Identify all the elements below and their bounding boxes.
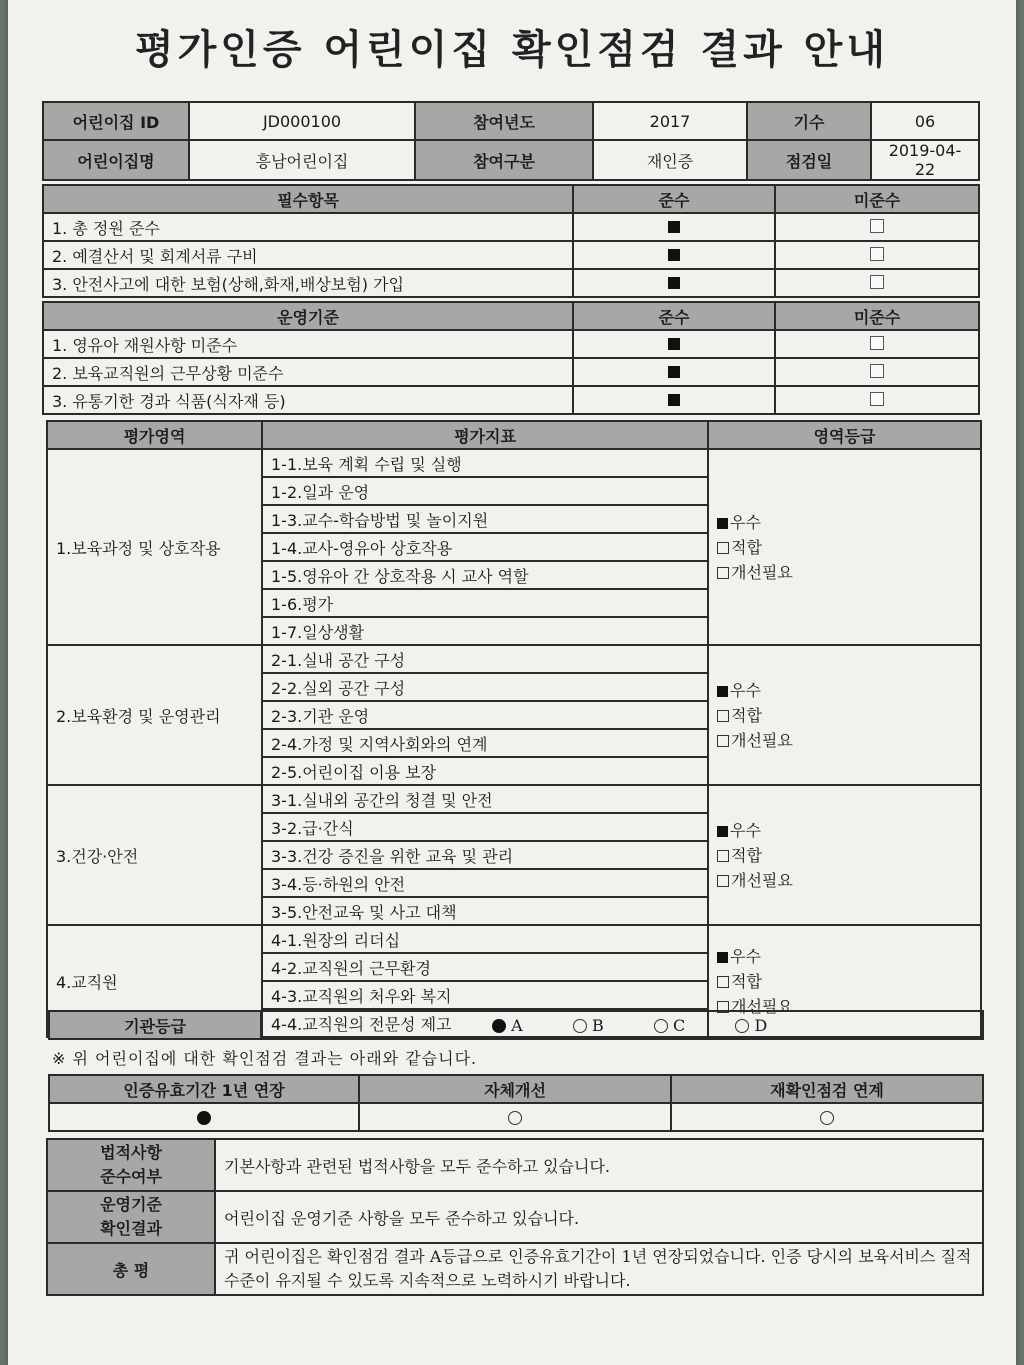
result-option-self: 자체개선 bbox=[359, 1075, 671, 1103]
empty-box-icon bbox=[870, 364, 884, 378]
grade-option: 적합 bbox=[731, 845, 762, 865]
indicator: 4-3.교직원의 처우와 복지 bbox=[262, 981, 708, 1009]
summary-label: 총 평 bbox=[47, 1243, 215, 1295]
noncomply-header: 미준수 bbox=[775, 302, 979, 330]
grade-option: 개선필요 bbox=[731, 562, 793, 582]
grade-option: 우수 bbox=[730, 680, 761, 700]
operation-standards-table bbox=[42, 301, 980, 415]
area-name: 3.건강·안전 bbox=[47, 785, 262, 925]
indicator: 1-2.일과 운영 bbox=[262, 477, 708, 505]
operation-item: 1. 영유아 재원사항 미준수 bbox=[43, 330, 573, 358]
radio-icon bbox=[735, 1019, 749, 1033]
required-item: 3. 안전사고에 대한 보험(상해,화재,배상보험) 가입 bbox=[43, 269, 573, 297]
indicator: 1-5.영유아 간 상호작용 시 교사 역할 bbox=[262, 561, 708, 589]
indicator: 2-2.실외 공간 구성 bbox=[262, 673, 708, 701]
institution-grade-table bbox=[48, 1010, 984, 1040]
grade-option: 적합 bbox=[731, 971, 762, 991]
term-label: 기수 bbox=[747, 102, 871, 140]
empty-box-icon bbox=[870, 247, 884, 261]
empty-box-icon bbox=[717, 735, 729, 747]
radio-icon bbox=[654, 1019, 668, 1033]
result-note: ※ 위 어린이집에 대한 확인점검 결과는 아래와 같습니다. bbox=[52, 1049, 478, 1068]
operation-item: 3. 유통기한 경과 식품(식자재 등) bbox=[43, 386, 573, 414]
id-label: 어린이집 ID bbox=[43, 102, 189, 140]
summary-text: 귀 어린이집은 확인점검 결과 A등급으로 인증유효기간이 1년 연장되었습니다. 인증 당시의 보육서비스 질적 수준이 유지될 수 있도록 지속적으로 노력하시기 바랍니다. bbox=[215, 1243, 983, 1295]
indicator: 2-1.실내 공간 구성 bbox=[262, 645, 708, 673]
grade-option: 우수 bbox=[730, 512, 761, 532]
empty-box-icon bbox=[870, 219, 884, 233]
grade-option: 개선필요 bbox=[731, 870, 793, 890]
operation-item: 2. 보육교직원의 근무상황 미준수 bbox=[43, 358, 573, 386]
grade-b-label: B bbox=[591, 1015, 604, 1035]
empty-box-icon bbox=[717, 875, 729, 887]
required-items-table bbox=[42, 184, 980, 298]
date-label: 점검일 bbox=[747, 140, 871, 180]
name-label: 어린이집명 bbox=[43, 140, 189, 180]
indicator: 4-4.교직원의 전문성 제고 bbox=[262, 1009, 708, 1037]
grade-option: 적합 bbox=[731, 705, 762, 725]
area-grade bbox=[708, 449, 981, 645]
grade-header: 영역등급 bbox=[708, 421, 981, 449]
empty-box-icon bbox=[717, 542, 729, 554]
indicator: 3-2.급·간식 bbox=[262, 813, 708, 841]
term-value: 06 bbox=[871, 102, 979, 140]
checked-box-icon bbox=[717, 518, 728, 529]
indicator-header: 평가지표 bbox=[262, 421, 708, 449]
summary-label: 법적사항 준수여부 bbox=[47, 1139, 215, 1191]
selected-radio-icon bbox=[197, 1111, 211, 1125]
indicator: 1-7.일상생활 bbox=[262, 617, 708, 645]
empty-box-icon bbox=[870, 392, 884, 406]
indicator: 4-2.교직원의 근무환경 bbox=[262, 953, 708, 981]
summary-table bbox=[46, 1138, 984, 1296]
empty-box-icon bbox=[717, 710, 729, 722]
noncomply-header: 미준수 bbox=[775, 185, 979, 213]
checked-box-icon bbox=[717, 952, 728, 963]
checked-box-icon bbox=[668, 249, 680, 261]
radio-icon bbox=[573, 1019, 587, 1033]
evaluation-table bbox=[46, 420, 982, 1038]
result-option-extend: 인증유효기간 1년 연장 bbox=[49, 1075, 359, 1103]
required-header: 필수항목 bbox=[43, 185, 573, 213]
name-value: 흥남어린이집 bbox=[189, 140, 415, 180]
radio-icon bbox=[508, 1111, 522, 1125]
grade-option: 우수 bbox=[730, 820, 761, 840]
empty-box-icon bbox=[870, 336, 884, 350]
empty-box-icon bbox=[717, 567, 729, 579]
selected-radio-icon bbox=[492, 1019, 506, 1033]
indicator: 1-3.교수-학습방법 및 놀이지원 bbox=[262, 505, 708, 533]
grade-d-label: D bbox=[754, 1015, 768, 1035]
type-value: 재인증 bbox=[593, 140, 747, 180]
checked-box-icon bbox=[668, 366, 680, 378]
indicator: 3-3.건강 증진을 위한 교육 및 관리 bbox=[262, 841, 708, 869]
empty-box-icon bbox=[870, 275, 884, 289]
grade-option: 적합 bbox=[731, 537, 762, 557]
operation-header: 운영기준 bbox=[43, 302, 573, 330]
type-label: 참여구분 bbox=[415, 140, 593, 180]
result-option-recheck: 재확인점검 연계 bbox=[671, 1075, 983, 1103]
area-name: 1.보육과정 및 상호작용 bbox=[47, 449, 262, 645]
required-item: 1. 총 정원 준수 bbox=[43, 213, 573, 241]
area-grade bbox=[708, 785, 981, 925]
summary-label: 운영기준 확인결과 bbox=[47, 1191, 215, 1243]
comply-header: 준수 bbox=[573, 302, 775, 330]
result-table bbox=[48, 1074, 984, 1132]
indicator: 2-3.기관 운영 bbox=[262, 701, 708, 729]
year-value: 2017 bbox=[593, 102, 747, 140]
indicator: 3-5.안전교육 및 사고 대책 bbox=[262, 897, 708, 925]
document-title: 평가인증 어린이집 확인점검 결과 안내 bbox=[135, 27, 889, 73]
indicator: 1-4.교사-영유아 상호작용 bbox=[262, 533, 708, 561]
id-value: JD000100 bbox=[189, 102, 415, 140]
area-name: 2.보육환경 및 운영관리 bbox=[47, 645, 262, 785]
grade-a-label: A bbox=[511, 1015, 523, 1035]
grade-option: 개선필요 bbox=[731, 996, 793, 1016]
year-label: 참여년도 bbox=[415, 102, 593, 140]
radio-icon bbox=[820, 1111, 834, 1125]
grade-option: 개선필요 bbox=[731, 730, 793, 750]
summary-text: 어린이집 운영기준 사항을 모두 준수하고 있습니다. bbox=[215, 1191, 983, 1243]
summary-text: 기본사항과 관련된 법적사항을 모두 준수하고 있습니다. bbox=[215, 1139, 983, 1191]
indicator: 3-4.등·하원의 안전 bbox=[262, 869, 708, 897]
checked-box-icon bbox=[668, 394, 680, 406]
required-item: 2. 예결산서 및 회계서류 구비 bbox=[43, 241, 573, 269]
institution-grade-options bbox=[261, 1011, 983, 1039]
indicator: 1-1.보육 계획 수립 및 실행 bbox=[262, 449, 708, 477]
indicator: 3-1.실내외 공간의 청결 및 안전 bbox=[262, 785, 708, 813]
empty-box-icon bbox=[717, 850, 729, 862]
info-table bbox=[42, 101, 980, 181]
checked-box-icon bbox=[717, 686, 728, 697]
indicator: 1-6.평가 bbox=[262, 589, 708, 617]
checked-box-icon bbox=[668, 221, 680, 233]
empty-box-icon bbox=[717, 976, 729, 988]
date-value: 2019-04-22 bbox=[871, 140, 979, 180]
checked-box-icon bbox=[668, 277, 680, 289]
area-name: 4.교직원 bbox=[47, 925, 262, 1037]
checked-box-icon bbox=[668, 338, 680, 350]
comply-header: 준수 bbox=[573, 185, 775, 213]
area-grade bbox=[708, 645, 981, 785]
indicator: 2-4.가정 및 지역사회와의 연계 bbox=[262, 729, 708, 757]
area-header: 평가영역 bbox=[47, 421, 262, 449]
grade-option: 우수 bbox=[730, 946, 761, 966]
institution-grade-label: 기관등급 bbox=[49, 1011, 261, 1039]
indicator: 2-5.어린이집 이용 보장 bbox=[262, 757, 708, 785]
grade-c-label: C bbox=[672, 1015, 686, 1035]
checked-box-icon bbox=[717, 826, 728, 837]
indicator: 4-1.원장의 리더십 bbox=[262, 925, 708, 953]
